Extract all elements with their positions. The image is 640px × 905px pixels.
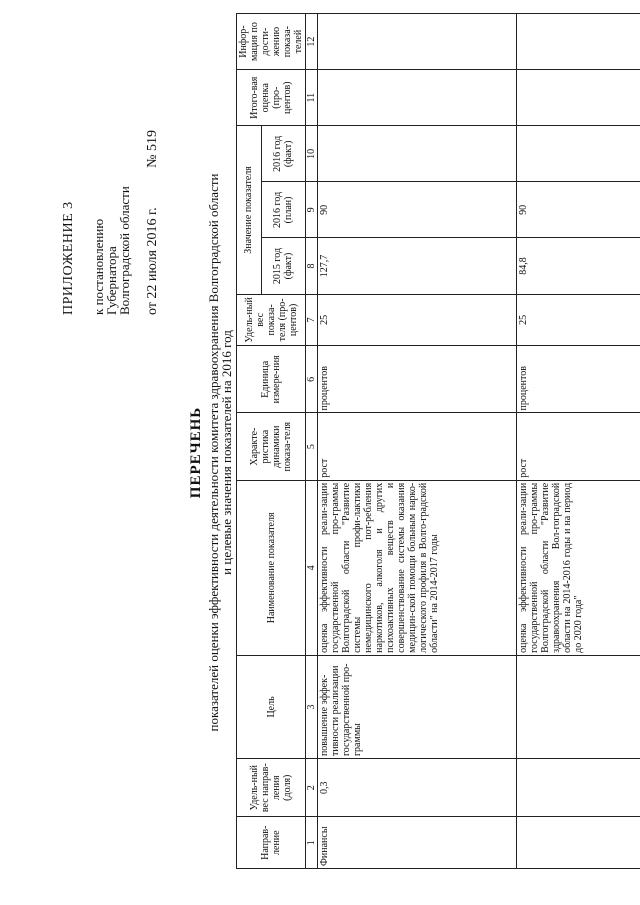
column-number: 11	[306, 70, 318, 126]
cell-indicator-weight: 25	[517, 294, 640, 346]
date-prefix: от	[145, 302, 160, 315]
column-number: 4	[306, 480, 318, 655]
column-number: 3	[306, 655, 318, 758]
header-2016-fact: 2016 год (факт)	[261, 126, 305, 182]
column-number: 1	[306, 817, 318, 869]
header-indicator-name: Наименование показателя	[237, 480, 306, 655]
table-header-row	[237, 14, 262, 869]
cell-direction-weight	[517, 759, 640, 817]
column-number: 9	[306, 182, 318, 238]
cell-achievement-info	[517, 14, 640, 70]
cell-achievement-info	[318, 14, 517, 70]
header-total-score: Итого-вая оценка (про-центов)	[237, 70, 306, 126]
decree-date: 22 июля 2016 г.	[145, 207, 160, 299]
header-indicator-weight: Удель-ный вес показа-теля (про-центов)	[237, 294, 306, 346]
column-number: 8	[306, 238, 318, 294]
column-number: 12	[306, 14, 318, 70]
decree-date-line	[146, 130, 160, 315]
header-value-group: Значение показателя	[237, 126, 262, 294]
cell-total-score	[517, 70, 640, 126]
decree-number: № 519	[145, 130, 160, 168]
cell-2016-plan: 90	[318, 182, 517, 238]
header-dynamics: Характе-ристика динамики показа-теля	[237, 413, 306, 480]
header-direction-weight: Удель-ный вес направ-ления (доля)	[237, 759, 306, 817]
header-2015-fact: 2015 год (факт)	[261, 238, 305, 294]
cell-unit: процентов	[517, 346, 640, 413]
header-unit: Единица измере-ния	[237, 346, 306, 413]
header-2016-plan: 2016 год (план)	[261, 182, 305, 238]
column-number: 7	[306, 294, 318, 346]
cell-indicator-name: оценка эффективности реали-зации государственной про-граммы Волгоградской области "Развитие здравоохранения Вол-гоградской области на 2014-2016 годы и на период до 2020 года"	[517, 480, 640, 655]
column-number: 10	[306, 126, 318, 182]
header-direction: Направ-ление	[237, 817, 306, 869]
table-row	[318, 14, 517, 869]
table-row	[517, 14, 640, 869]
cell-direction-weight: 0,3	[318, 759, 517, 817]
cell-2016-plan: 90	[517, 182, 640, 238]
column-number-row	[306, 14, 318, 869]
cell-unit: процентов	[318, 346, 517, 413]
column-number: 5	[306, 413, 318, 480]
decree-line-1: к постановлению	[91, 218, 106, 315]
cell-2016-fact	[318, 126, 517, 182]
column-number: 2	[306, 759, 318, 817]
cell-2015-fact: 84,8	[517, 238, 640, 294]
cell-indicator-weight: 25	[318, 294, 517, 346]
decree-line-2: Губернатора	[104, 246, 119, 315]
cell-indicator-name: оценка эффективности реали-зации государственной про-граммы Волгоградской области "Развитие системы профи-лактики немедицинского пот-ребления наркотиков, алкоголя и других психоактивных веществ и совершенствование системы оказания медицин-ской помощи больным нарко-логического профиля в Волго-градской области" на 2014-2017 годы	[318, 480, 517, 655]
document-title: ПЕРЕЧЕНЬ	[188, 406, 204, 499]
cell-dynamics: рост	[517, 413, 640, 480]
decree-line-3: Волгоградской области	[117, 186, 132, 315]
cell-direction	[517, 817, 640, 869]
cell-goal: повышение эффек-тивности реализации государственной про-граммы	[318, 655, 517, 758]
cell-dynamics: рост	[318, 413, 517, 480]
cell-total-score	[318, 70, 517, 126]
indicators-table	[236, 13, 640, 869]
cell-direction: Финансы	[318, 817, 517, 869]
cell-2015-fact: 127,7	[318, 238, 517, 294]
header-achievement-info: Инфор-мация по дости-жению показа-телей	[237, 14, 306, 70]
cell-2016-fact	[517, 126, 640, 182]
document-subtitle-line-2: и целевые значения показателей на 2016 год	[219, 330, 234, 575]
document-subtitle-line-1: показателей оценки эффективности деятельности комитета здравоохранения Волгоградской области	[206, 173, 221, 732]
appendix-label: ПРИЛОЖЕНИЕ 3	[61, 201, 76, 315]
column-number: 6	[306, 346, 318, 413]
cell-goal	[517, 655, 640, 758]
header-goal: Цель	[237, 655, 306, 758]
